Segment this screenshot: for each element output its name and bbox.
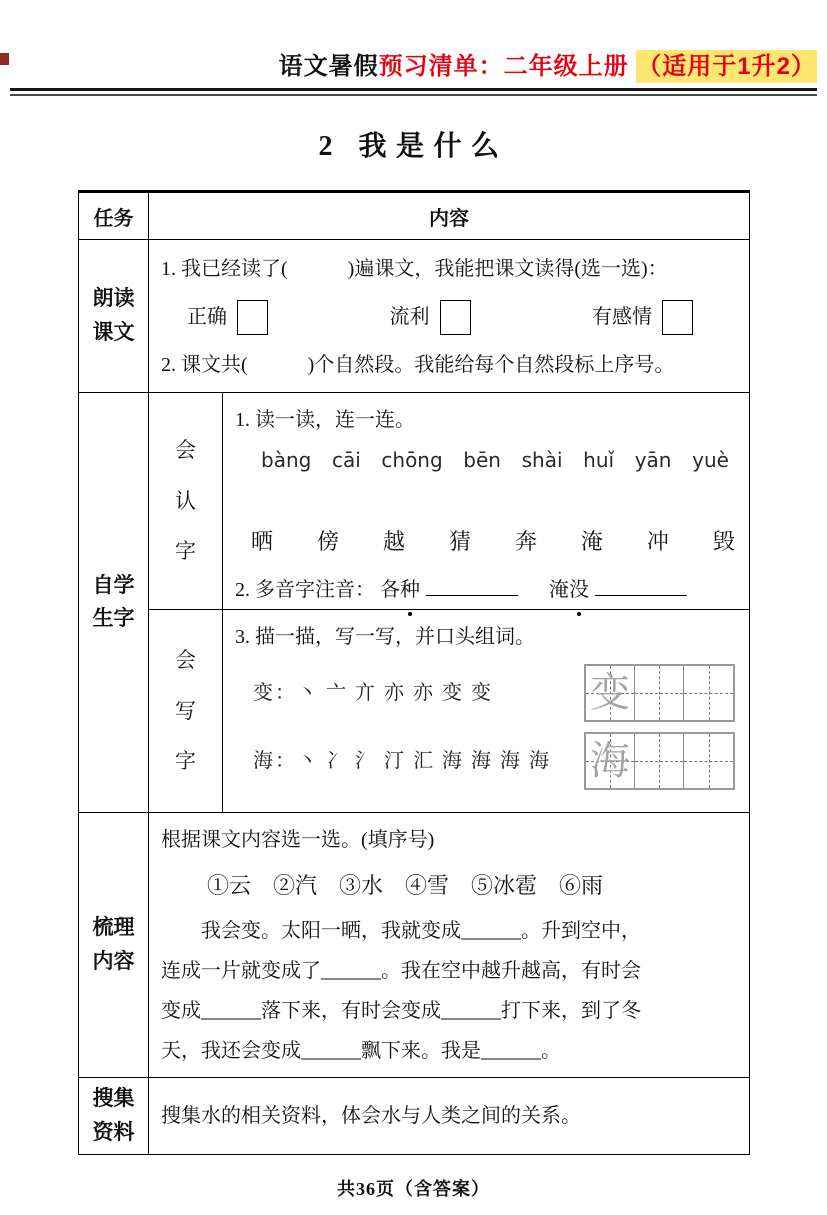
- organize-line-1: 根据课文内容选一选。(填序号): [161, 828, 435, 851]
- option-fluent-label: 流利: [389, 306, 430, 328]
- option-emotional: [592, 298, 693, 336]
- row-label-selfstudy: [79, 393, 149, 812]
- pinyin-item: chōng: [381, 448, 443, 472]
- row-label-collect: [79, 1078, 149, 1154]
- lesson-title: 2 我是什么: [318, 131, 509, 162]
- reading-content: [149, 240, 749, 392]
- hanzi-item: 猜: [448, 529, 471, 554]
- subrow-write: [149, 609, 749, 812]
- pinyin-item: shài: [521, 448, 563, 472]
- row-selfstudy-task: [79, 392, 749, 812]
- row-label-collect-text: 搜集资料: [92, 1087, 135, 1144]
- option-correct-checkbox: [237, 300, 268, 335]
- row-label-reading-text: 朗读课文: [92, 287, 135, 344]
- stroke-text-bian: [253, 674, 584, 712]
- row-label-organize-text: 梳理内容: [92, 916, 135, 973]
- selfstudy-subrows: [149, 393, 749, 812]
- row-organize-task: [79, 812, 749, 1077]
- recognize-line-1: 1. 读一读，连一连。: [235, 409, 415, 431]
- paragraph-line: 我会变。太阳一晒，我就变成______。升到空中，: [161, 919, 641, 942]
- polyphone-blank-1: [426, 576, 518, 596]
- sublabel-recognize: [149, 393, 223, 609]
- option-correct: [187, 298, 268, 336]
- row-reading-task: [79, 239, 749, 392]
- pinyin-item: cāi: [331, 448, 361, 472]
- hanzi-item: 傍: [316, 529, 339, 554]
- grid-cell: [684, 666, 733, 720]
- hanzi-item: 奔: [514, 529, 537, 554]
- option-fluent: [390, 298, 471, 336]
- writing-grid-bian: [584, 664, 735, 722]
- polyphone-word-1-dotted: 种: [400, 571, 420, 609]
- writing-grid-hai: [584, 732, 735, 790]
- hanzi-item: 毁: [712, 529, 735, 554]
- hanzi-item: 越: [382, 529, 405, 554]
- recognize-content: [223, 393, 749, 609]
- subrow-recognize: [149, 393, 749, 609]
- reading-line-2: 2. 课文共( )个自然段。我能给每个自然段标上序号。: [161, 354, 675, 376]
- row-label-reading: [79, 240, 149, 392]
- row-label-organize: [79, 813, 149, 1077]
- hanzi-item: 冲: [646, 529, 669, 554]
- option-fluent-checkbox: [440, 300, 471, 335]
- grid-trace-char-bian: 变: [590, 670, 630, 715]
- pinyin-item: bàng: [261, 448, 312, 472]
- polyphone-blank-2: [595, 576, 687, 596]
- pinyin-item: yān: [634, 448, 672, 472]
- page-footer: 共36页（含答案）: [337, 1178, 490, 1199]
- pinyin-item: huǐ: [583, 448, 615, 472]
- polyphone-word-1: [380, 579, 420, 601]
- write-content: [223, 610, 749, 812]
- grid-cell: [635, 666, 684, 720]
- paragraph-line: 天，我还会变成______飘下来。我是______。: [161, 1039, 561, 1062]
- organize-choices: ①云 ②汽 ③水 ④雪 ⑤冰雹 ⑥雨: [207, 872, 604, 898]
- collect-text: 搜集水的相关资料，体会水与人类之间的关系。: [161, 1104, 581, 1127]
- write-line-1: 3. 描一描，写一写，并口头组词。: [235, 626, 535, 648]
- organize-content: [149, 813, 749, 1077]
- sublabel-recognize-text: 会认字: [175, 438, 196, 564]
- option-correct-label: 正确: [187, 306, 227, 328]
- grid-trace-char-hai: 海: [590, 738, 630, 783]
- hanzi-row: [235, 521, 741, 563]
- stroke-sequence-hai: 丶 冫 氵 汀 汇 海 海 海 海: [297, 750, 551, 772]
- table-header-row: [79, 193, 749, 239]
- grid-cell: [684, 734, 733, 788]
- reading-options-row: [161, 294, 741, 340]
- sublabel-write: [149, 610, 223, 812]
- option-emotional-label: 有感情: [592, 306, 652, 328]
- column-header-task: 任务: [79, 193, 149, 239]
- polyphone-word-2: [549, 579, 589, 601]
- pinyin-item: bēn: [463, 448, 501, 472]
- stroke-text-hai: [253, 742, 584, 780]
- stroke-prefix-bian: 变：: [253, 682, 297, 704]
- sublabel-write-text: 会写字: [175, 648, 196, 774]
- stroke-prefix-hai: 海：: [253, 750, 297, 772]
- row-label-selfstudy-text: 自学生字: [92, 573, 135, 631]
- grid-cell: [586, 666, 635, 720]
- page-header: [0, 46, 827, 81]
- stroke-sequence-bian: 丶 亠 亣 亦 亦 变 变: [297, 682, 493, 704]
- pinyin-item: yuè: [692, 448, 729, 472]
- grid-cell: [635, 734, 684, 788]
- column-header-content: 内容: [429, 207, 469, 230]
- header-subject-text: 语文暑假: [278, 53, 379, 80]
- polyphone-word-2-pre: 淹: [549, 578, 569, 601]
- pinyin-row: [235, 439, 741, 479]
- reading-line-1: 1. 我已经读了( )遍课文，我能把课文读得(选一选)：: [161, 258, 668, 280]
- polyphone-prefix: 2. 多音字注音：: [235, 578, 375, 601]
- row-collect-task: [79, 1077, 749, 1154]
- option-emotional-checkbox: [662, 300, 693, 335]
- organize-paragraph: [161, 911, 739, 1071]
- hanzi-item: 晒: [251, 529, 274, 554]
- polyphone-word-1-pre: 各: [380, 578, 400, 601]
- header-divider-rule: [10, 88, 817, 96]
- header-highlight-badge: （适用于1升2）: [636, 50, 817, 83]
- page-corner-mark: [0, 53, 9, 65]
- paragraph-line: 变成______落下来，有时会变成______打下来，到了冬: [161, 999, 641, 1022]
- stroke-line-hai: [235, 732, 741, 790]
- preview-checklist-table: [78, 190, 750, 1155]
- grid-cell: [586, 734, 635, 788]
- paragraph-line: 连成一片就变成了______。我在空中越升越高，有时会: [161, 959, 641, 982]
- header-red-text: 预习清单：二年级上册: [378, 53, 629, 80]
- hanzi-item: 淹: [580, 529, 603, 554]
- collect-content: [149, 1078, 749, 1154]
- polyphone-word-2-dotted: 没: [569, 571, 589, 609]
- polyphone-line: [235, 571, 741, 609]
- stroke-line-bian: [235, 664, 741, 722]
